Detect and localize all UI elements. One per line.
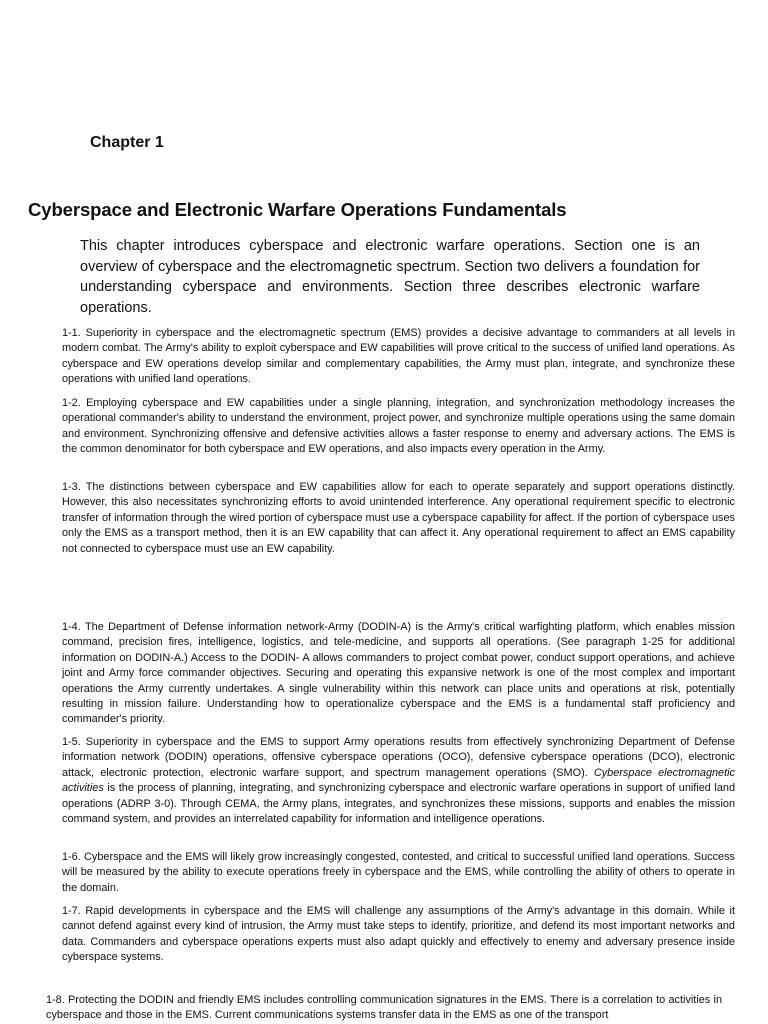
paragraph-1-6: 1-6. Cyberspace and the EMS will likely grow increasingly congested, contested, and critical to successful unified land operations. Success will be measured by the ability to execute operations freely in cyberspace and the EMS, while controlling the ability of others to operate in the domain. [62, 851, 735, 894]
paragraph-1-2: 1-2. Employing cyberspace and EW capabilities under a single planning, integration, and synchronization methodology increases the operational commander's ability to understand the environment, project power, and synchronize multiple operations using the same domain and environment. Synchronizing offensive and defensive activities allows a faster response to enemy and adversary actions. The EMS is the common denominator for both cyberspace and EW operations, and also impacts every operation in the Army. [62, 397, 735, 456]
chapter-label: Chapter 1 [90, 134, 164, 151]
paragraph-1-4: 1-4. The Department of Defense information network-Army (DODIN-A) is the Army's critical warfighting platform, which enables mission command, precision fires, intelligence, logistics, and tele-medicine, and supports all operations. (See paragraph 1-25 for additional information on DODIN-A.) Access to the DODIN- A allows commanders to project combat power, conduct support operations, and achieve joint and Army force commander objectives. Securing and operating this expansive network is one of the most complex and important operations the Army currently undertakes. A single vulnerability within this network can place units and operations at risk, potentially resulting in mission failure. Understanding how to operationalize cyberspace and the EMS is a fundamental staff proficiency and commander's priority. [62, 621, 735, 726]
chapter-title: Cyberspace and Electronic Warfare Operations Fundamentals [28, 199, 567, 220]
paragraph-1-1: 1-1. Superiority in cyberspace and the electromagnetic spectrum (EMS) provides a decisive advantage to commanders at all levels in modern combat. The Army's ability to exploit cyberspace and EW capabilities will prove critical to the success of unified land operations. As cyberspace and EW operations develop similar and complementary capabilities, the Army must plan, integrate, and synchronize these operations with unified land operations. [62, 327, 735, 386]
chapter-intro: This chapter introduces cyberspace and electronic warfare operations. Section one is an overview of cyberspace and the electromagnetic spectrum. Section two delivers a foundation for understanding cyberspace and environments. Section three describes electronic warfare operations. [80, 238, 700, 316]
paragraph-1-5-text-start: 1-5. Superiority in cyberspace and the EMS to support Army operations results from effectively synchronizing Department of Defense information network (DODIN) operations, offensive cyberspace operations (OCO), defensive cyberspace operations (DCO), electronic attack, electronic protection, electronic warfare support, and spectrum management operations (SMO). [62, 736, 735, 779]
paragraph-1-8: 1-8. Protecting the DODIN and friendly EMS includes controlling communication signatures in the EMS. There is a correlation to activities in cyberspace and those in the EMS. Current communications systems transfer data in the EMS as one of the transport [46, 994, 722, 1022]
paragraph-1-3: 1-3. The distinctions between cyberspace and EW capabilities allow for each to operate separately and support operations distinctly. However, this also necessitates synchronizing efforts to avoid unintended interference. Any operational requirement specific to electronic transfer of information through the wired portion of cyberspace must use a cyberspace capability for affect. If the portion of cyberspace uses only the EMS as a transport method, then it is an EW capability that can affect it. Any operational requirement to affect an EMS capability not connected to cyberspace must use an EW capability. [62, 481, 735, 555]
paragraph-1-7: 1-7. Rapid developments in cyberspace and the EMS will challenge any assumptions of the Army's advantage in this domain. While it cannot defend against every kind of intrusion, the Army must take steps to identify, prioritize, and defend its most important networks and data. Commanders and cyberspace operations experts must also adapt quickly and effectively to enemy and adversary presence inside cyberspace systems. [62, 905, 735, 964]
defined-term: Cyberspace electromagnetic activities [62, 766, 736, 795]
paragraph-1-5 [62, 735, 735, 827]
paragraph-1-5-text-end: is the process of planning, integrating, and synchronizing cyberspace and electronic warfare operations in support of unified land operations (ADRP 3-0). Through CEMA, the Army plans, integrates, and synchronizes these missions, supports and enables the mission command system, and provides an interrelated capability for information and intelligence operations. [62, 782, 735, 826]
